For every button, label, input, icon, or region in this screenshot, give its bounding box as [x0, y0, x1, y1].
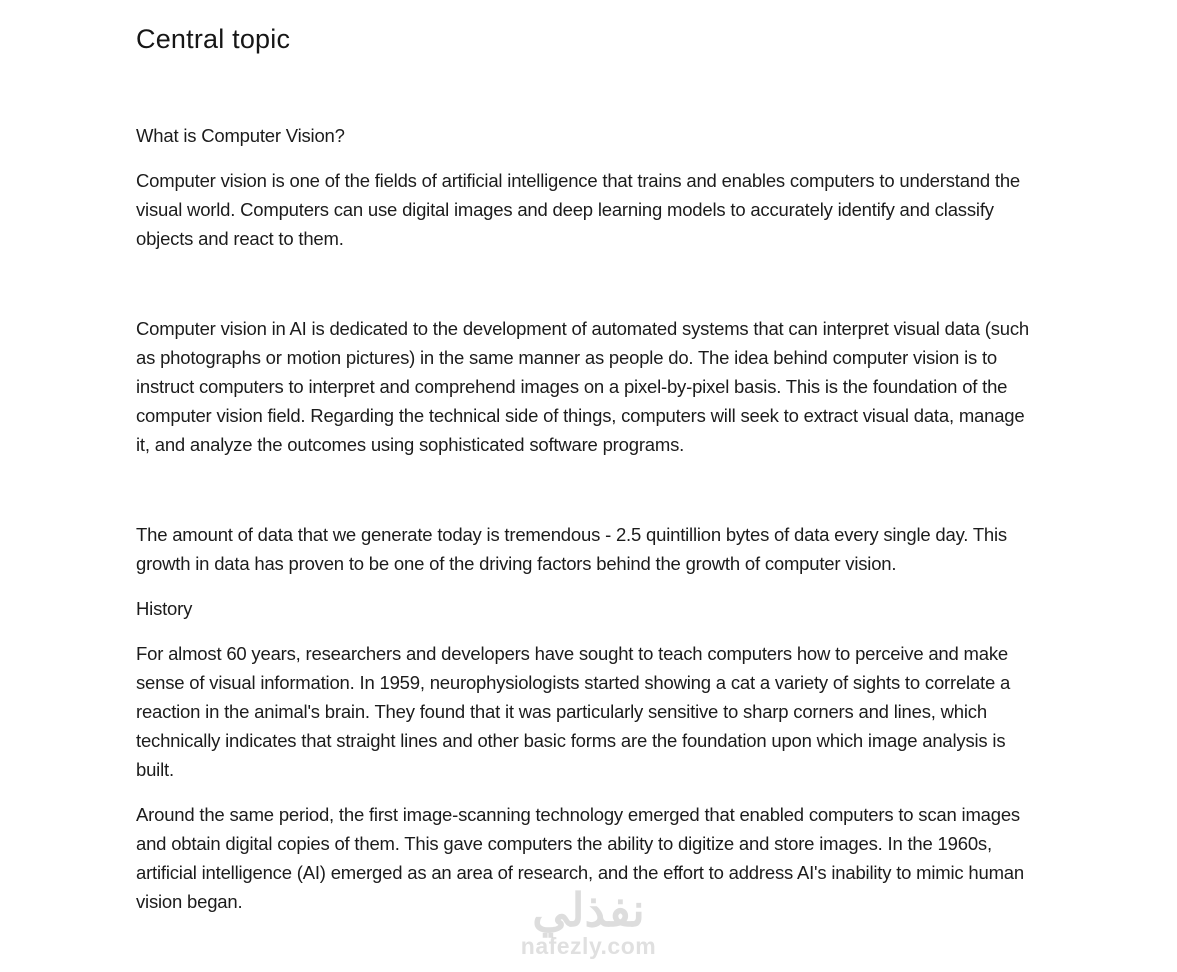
section-heading-what-is-computer-vision: What is Computer Vision? [136, 125, 345, 146]
paragraph-cv-in-ai: Computer vision in AI is dedicated to the development of automated systems that can interpret visual data (such as photographs or motion pictures) in the same manner as people do. The idea behind computer vision is to instruct computers to interpret and comprehend images on a pixel-by-pixel basis. This is the foundation of the computer vision field. Regarding the technical side of things, computers will seek to extract visual data, manage it, and analyze the outcomes using sophisticated software programs. [136, 318, 1030, 455]
paragraph-history-60-years: For almost 60 years, researchers and developers have sought to teach computers how to perceive and make sense of visual information. In 1959, neurophysiologists started showing a cat a variety of sights to correlate a reaction in the animal's brain. They found that it was particularly sensitive to sharp corners and lines, which technically indicates that straight lines and other basic forms are the foundation upon which image analysis is built. [136, 643, 1011, 780]
section-heading-history: History [136, 598, 193, 619]
paragraph-cv-definition: Computer vision is one of the fields of artificial intelligence that trains and enables computers to understand the visual world. Computers can use digital images and deep learning models to accurately identify and classify objects and react to them. [136, 170, 1021, 249]
blank-line [136, 269, 1041, 298]
paragraph-image-scanning-history: Around the same period, the first image-scanning technology emerged that enabled computers to scan images and obtain digital copies of them. This gave computers the ability to digitize and store images. In the 1960s, artificial intelligence (AI) emerged as an area of research, and the effort to address AI's inability to mimic human vision began. [136, 804, 1024, 912]
watermark-domain: nafezly.com [520, 932, 657, 959]
page-title: Central topic [136, 24, 291, 54]
blank-line [136, 475, 1041, 504]
paragraph-data-growth: The amount of data that we generate today is tremendous - 2.5 quintillion bytes of data every single day. This growth in data has proven to be one of the driving factors behind the growth of computer vision. [136, 524, 1007, 574]
document-content [136, 0, 1041, 932]
watermark-arabic-logo: نفذلي [532, 884, 645, 936]
